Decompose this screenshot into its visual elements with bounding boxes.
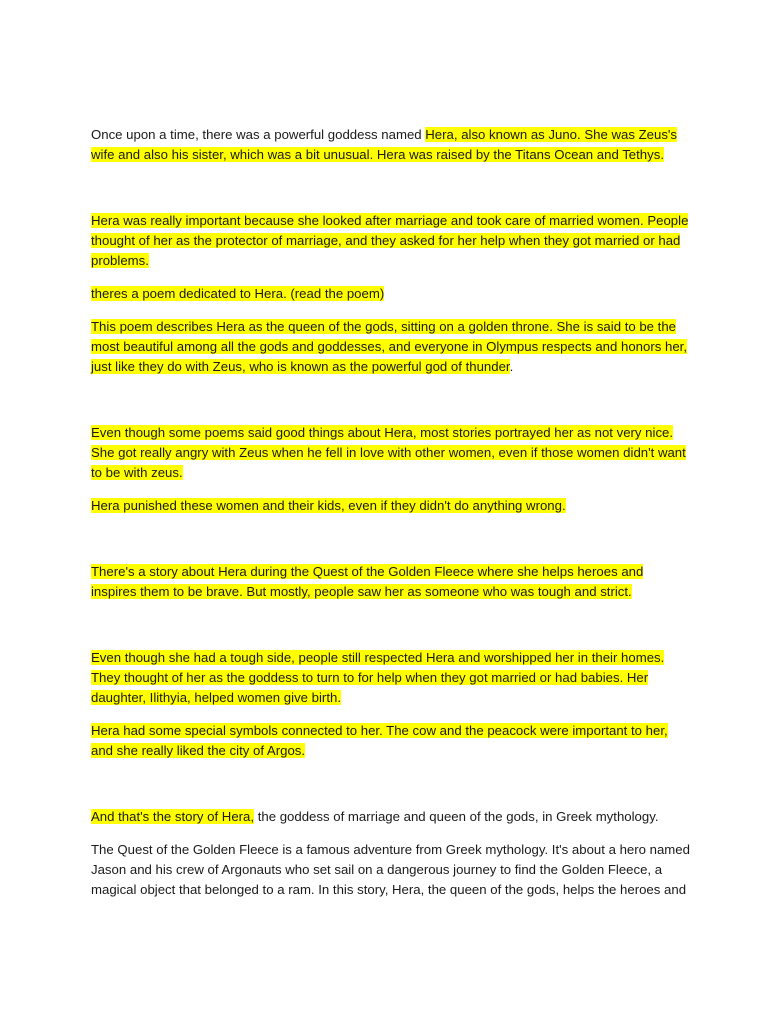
highlighted-text: Hera was really important because she looked after marriage and took care of married women. People thought of her as the protector of marriage, and they asked for her help when they got married or had problems. (91, 213, 689, 268)
highlighted-text: Hera, also known as Juno. She was Zeus's wife and also his sister, which was a bit unusual. Hera was raised by the Titans Ocean and Tethys. (91, 127, 678, 162)
highlighted-text: Even though she had a tough side, people still respected Hera and worshipped her in their homes. They thought of her as the goddess to turn to for help when they got married or had babies. Her daughter, Ilithyia, helped women give birth. (91, 650, 665, 705)
paragraph-spacer (91, 377, 691, 423)
paragraph-punishment (91, 496, 691, 516)
paragraph-text: The Quest of the Golden Fleece is a famous adventure from Greek mythology. It's about a hero named Jason and his crew of Argonauts who set sail on a dangerous journey to find the Golden Fleece, a magical object that belonged to a ram. In this story, Hera, the queen of the gods, helps the heroes and (91, 842, 690, 897)
highlighted-text: This poem describes Hera as the queen of the gods, sitting on a golden throne. She is said to be the most beautiful among all the gods and goddesses, and everyone in Olympus respects and honors her, just like they do with Zeus, who is known as the powerful god of thunder (91, 319, 687, 374)
document-page (91, 125, 691, 900)
paragraph-spacer (91, 165, 691, 211)
paragraph-poem-description (91, 317, 691, 377)
highlighted-text: And that's the story of Hera, (91, 809, 255, 824)
paragraph-spacer (91, 708, 691, 721)
paragraph-conclusion (91, 807, 691, 827)
highlighted-text: theres a poem dedicated to Hera. (read the poem) (91, 286, 385, 301)
paragraph-worship (91, 648, 691, 708)
paragraph-quest-intro (91, 840, 691, 900)
paragraph-spacer (91, 602, 691, 648)
highlighted-text: There's a story about Hera during the Quest of the Golden Fleece where she helps heroes and inspires them to be brave. But mostly, people saw her as someone who was tough and strict. (91, 564, 644, 599)
paragraph-hera-intro (91, 125, 691, 165)
highlighted-text: Even though some poems said good things about Hera, most stories portrayed her as not very nice. She got really angry with Zeus when he fell in love with other women, even if those women didn't want to be with zeus. (91, 425, 686, 480)
paragraph-text: the goddess of marriage and queen of the gods, in Greek mythology. (254, 809, 659, 824)
paragraph-spacer (91, 483, 691, 496)
paragraph-poem-note (91, 284, 691, 304)
highlighted-text: Hera punished these women and their kids, even if they didn't do anything wrong. (91, 498, 566, 513)
paragraph-spacer (91, 827, 691, 840)
paragraph-spacer (91, 761, 691, 807)
paragraph-spacer (91, 304, 691, 317)
paragraph-marriage (91, 211, 691, 271)
paragraph-spacer (91, 271, 691, 284)
paragraph-symbols (91, 721, 691, 761)
paragraph-text: . (509, 359, 514, 374)
paragraph-spacer (91, 516, 691, 562)
paragraph-jealousy (91, 423, 691, 483)
paragraph-text: Once upon a time, there was a powerful goddess named (91, 127, 426, 142)
paragraph-golden-fleece (91, 562, 691, 602)
highlighted-text: Hera had some special symbols connected to her. The cow and the peacock were important to her, and she really liked the city of Argos. (91, 723, 668, 758)
